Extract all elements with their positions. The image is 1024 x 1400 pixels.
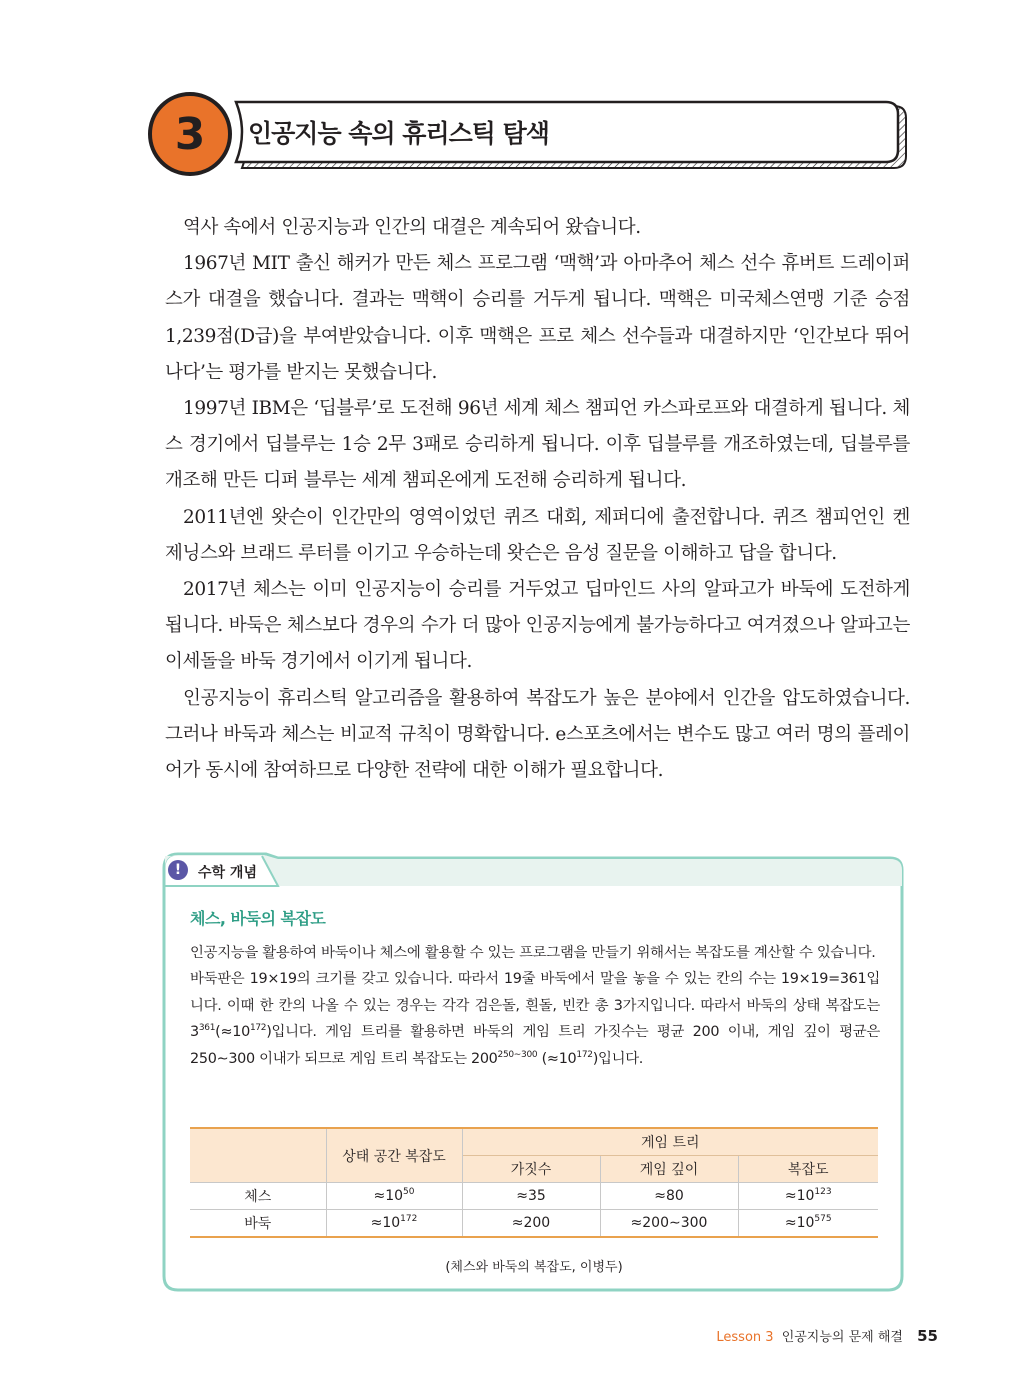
concept-paragraph-2: 바둑판은 19×19의 크기를 갖고 있습니다. 따라서 19줄 바둑에서 말을 놓을 수 있는 칸의 수는 19×19=361입니다. 이때 한 칸의 나올 수 있는 경우는 각각 검은돌, 흰돌, 빈칸 총 3가지입니다. 따라서 바둑의 상태 복잡도는 $3^{361}(\approx 10^{172})$입니다. 게임 트리를 활용하면 바둑의 게임 트리 가짓수는 평균 200 이내, 게임 깊이 평균은 250∼300 이내가 되므로 게임 트리 복잡도는 $200^{250\sim 300}$ $(\approx 10^{172})$입니다. xyxy=(190,971,880,1067)
section-title: 인공지능 속의 휴리스틱 탐색 xyxy=(248,119,549,148)
section-number: 3 xyxy=(174,108,206,160)
header-state-complexity: 상태 공간 복잡도 xyxy=(326,1128,462,1183)
body-text xyxy=(165,210,910,789)
header-complexity: 복잡도 xyxy=(738,1156,878,1183)
header-branching: 가짓수 xyxy=(462,1156,600,1183)
footer-chapter: 인공지능의 문제 해결 xyxy=(781,1330,903,1345)
paragraph: 인공지능이 휴리스틱 알고리즘을 활용하여 복잡도가 높은 분야에서 인간을 압도하였습니다. 그러나 바둑과 체스는 비교적 규칙이 명확합니다. e스포츠에서는 변수도 많고 여러 명의 플레이어가 동시에 참여하므로 다양한 전략에 대한 이해가 필요합니다. xyxy=(165,687,910,782)
page-number: 55 xyxy=(917,1327,938,1345)
header-depth: 게임 깊이 xyxy=(600,1156,738,1183)
concept-tab-label: 수학 개념 xyxy=(198,865,257,881)
table-row: 체스 $\approx 10^{50}$ ≈35 ≈80 $\approx 10^{123}$ xyxy=(190,1183,878,1210)
footer-lesson: Lesson 3 xyxy=(716,1330,774,1345)
math-concept-box xyxy=(162,852,904,1292)
page-footer xyxy=(716,1326,938,1345)
section-header xyxy=(148,92,908,182)
paragraph: 2011년엔 왓슨이 인간만의 영역이었던 퀴즈 대회, 제퍼디에 출전합니다. 퀴즈 챔피언인 켄 제닝스와 브래드 루터를 이기고 우승하는데 왓슨은 음성 질문을 이해하고 답을 합니다. xyxy=(165,506,910,564)
paragraph: 1967년 MIT 출신 해커가 만든 체스 프로그램 ‘맥핵’과 아마추어 체스 선수 휴버트 드레이퍼스가 대결을 했습니다. 결과는 맥핵이 승리를 거두게 됩니다. 맥핵은 미국체스연맹 기준 승점 1,239점(D급)을 부여받았습니다. 이후 맥핵은 프로 체스 선수들과 대결하지만 ‘인간보다 뛰어나다’는 평가를 받지는 못했습니다. xyxy=(165,253,910,383)
header-game-tree: 게임 트리 xyxy=(462,1128,878,1156)
table-corner-header xyxy=(190,1128,326,1183)
concept-text xyxy=(190,940,880,1072)
paragraph: 역사 속에서 인공지능과 인간의 대결은 계속되어 왔습니다. xyxy=(183,217,641,238)
complexity-table xyxy=(190,1127,878,1238)
paragraph: 1997년 IBM은 ‘딥블루’로 도전해 96년 세계 체스 챔피언 카스파로프와 대결하게 됩니다. 체스 경기에서 딥블루는 1승 2무 3패로 승리하게 됩니다. 이후 딥블루를 개조하였는데, 딥블루를 개조해 만든 디퍼 블루는 세계 챔피온에게 도전해 승리하게 됩니다. xyxy=(165,398,910,492)
section-number-badge xyxy=(148,92,232,176)
paragraph: 2017년 체스는 이미 인공지능이 승리를 거두었고 딥마인드 사의 알파고가 바둑에 도전하게 됩니다. 바둑은 체스보다 경우의 수가 더 많아 인공지능에게 불가능하다고 여겨졌으나 알파고는 이세돌을 바둑 경기에서 이기게 됩니다. xyxy=(165,579,910,673)
table-caption: (체스와 바둑의 복잡도, 이병두) xyxy=(445,1260,623,1275)
concept-heading: 체스, 바둑의 복잡도 xyxy=(190,909,326,928)
concept-paragraph-1: 인공지능을 활용하여 바둑이나 체스에 활용할 수 있는 프로그램을 만들기 위해서는 복잡도를 계산할 수 있습니다. xyxy=(190,945,876,961)
exclamation-icon: ! xyxy=(168,860,188,880)
table-row: 바둑 $\approx 10^{172}$ ≈200 ≈200∼300 $\approx 10^{575}$ xyxy=(190,1210,878,1238)
